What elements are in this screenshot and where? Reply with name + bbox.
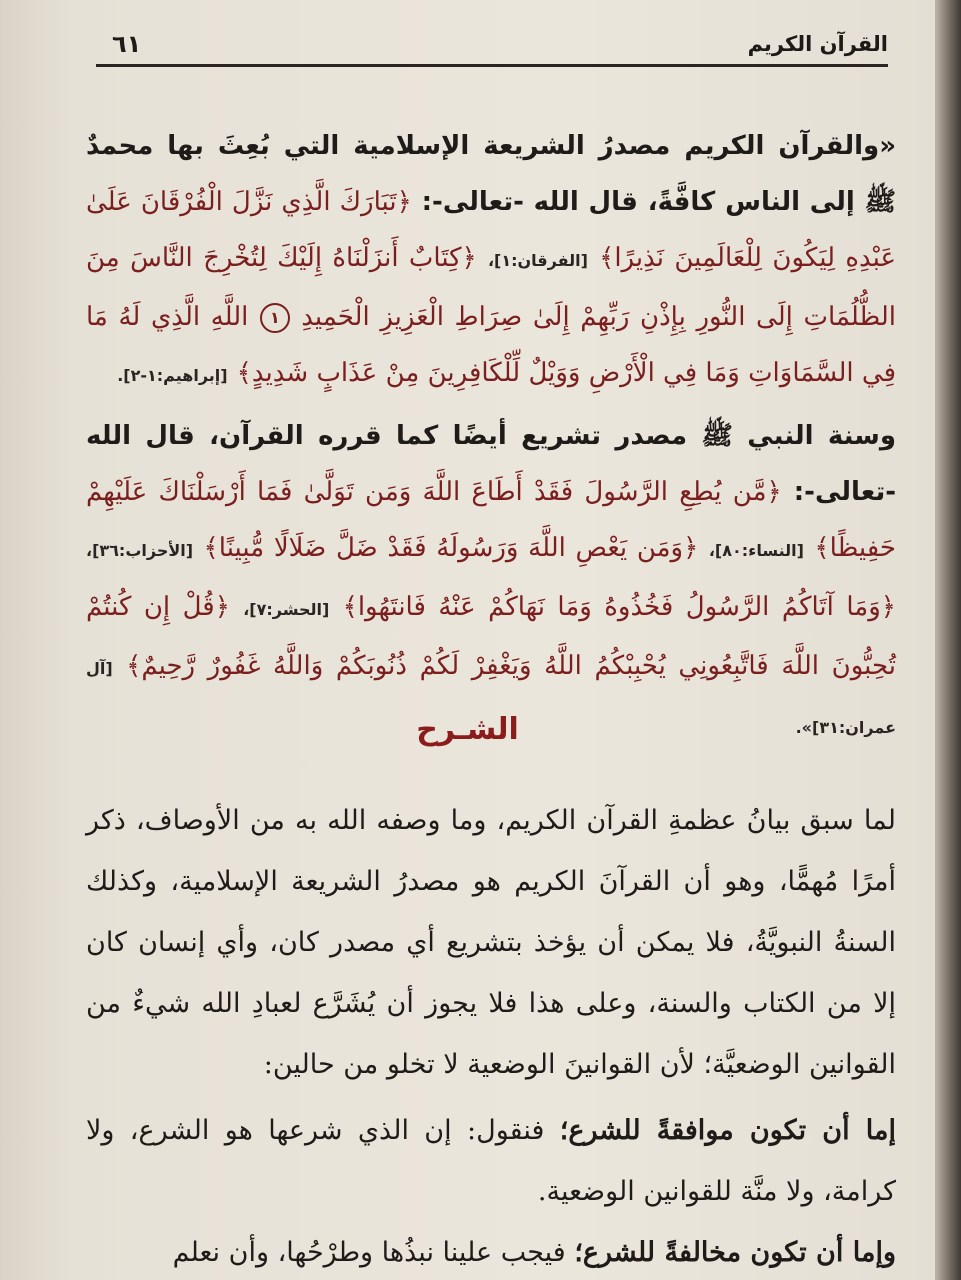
paragraph-intro: وسنة النبي ﷺ مصدر تشريع أيضًا كما قرره القرآن، قال الله -تعالى-: [86, 421, 896, 507]
paragraph-intro: «والقرآن الكريم مصدرُ الشريعة الإسلامية التي بُعِثَ بها محمدٌ ﷺ إلى الناس كافَّةً، قال الله -تعالى-: [86, 131, 896, 217]
book-spine-edge [935, 0, 961, 1280]
verse-reference: [إبراهيم:١-٢]. [117, 366, 228, 385]
verse-reference: [الحشر:٧]، [243, 600, 330, 619]
quran-verse: ﴿مَّن يُطِعِ الرَّسُولَ فَقَدْ أَطَاعَ اللَّهَ وَمَن تَوَلَّىٰ فَمَا أَرْسَلْنَاكَ عَلَيْهِمْ حَفِيظًا﴾ [86, 477, 896, 563]
verse-number-marker: ١ [260, 303, 290, 333]
quran-verse: اللَّهِ الَّذِي لَهُ مَا فِي السَّمَاوَاتِ وَمَا فِي الْأَرْضِ وَوَيْلٌ لِّلْكَافِرِينَ مِنْ عَذَابٍ شَدِيدٍ﴾ [86, 302, 896, 388]
section-heading: الشـرح [416, 712, 519, 747]
case-heading: وإما أن تكون مخالفةً للشرع؛ [574, 1237, 896, 1268]
quran-verse: ﴿قُلْ إِن كُنتُمْ تُحِبُّونَ اللَّهَ فَاتَّبِعُونِي يُحْبِبْكُمُ اللَّهُ وَيَغْفِرْ لَكُمْ ذُنُوبَكُمْ وَاللَّهُ غَفُورٌ رَّحِيمٌ﴾ [86, 592, 896, 681]
page-number: ٦١ [112, 30, 142, 58]
case-text: فيجب علينا نبذُها وطرْحُها، وأن نعلم [172, 1237, 566, 1268]
verse-reference: [الفرقان:١]، [487, 251, 588, 270]
page-header [96, 30, 888, 67]
quran-verse: ﴿تَبَارَكَ الَّذِي نَزَّلَ الْفُرْقَانَ عَلَىٰ عَبْدِهِ لِيَكُونَ لِلْعَالَمِينَ نَذِيرًا﴾ [86, 187, 896, 273]
quran-verse: ﴿كِتَابٌ أَنزَلْنَاهُ إِلَيْكَ لِتُخْرِجَ النَّاسَ مِنَ الظُّلُمَاتِ إِلَى النُّورِ بِإِذْنِ رَبِّهِمْ إِلَىٰ صِرَاطِ الْعَزِيزِ الْحَمِيدِ [86, 243, 896, 332]
explanation-paragraph-2 [86, 1100, 896, 1222]
verse-reference: [آل عمران:٣١]». [86, 659, 896, 737]
quoted-paragraph-1 [86, 118, 896, 404]
quoted-paragraph-2 [86, 408, 896, 756]
explanation-paragraph-3 [86, 1222, 896, 1280]
quran-verse: ﴿وَمَن يَعْصِ اللَّهَ وَرَسُولَهُ فَقَدْ ضَلَّ ضَلَالًا مُّبِينًا﴾ [203, 533, 699, 563]
case-text: فنقول: إن الذي شرعها هو الشرع، ولا كرامة، ولا منَّة للقوانين الوضعية. [86, 1115, 896, 1207]
verse-reference: [النساء:٨٠]، [708, 541, 804, 560]
quran-verse: ﴿وَمَا آتَاكُمُ الرَّسُولُ فَخُذُوهُ وَمَا نَهَاكُمْ عَنْهُ فَانتَهُوا﴾ [342, 592, 896, 622]
verse-reference: [الأحزاب:٣٦]، [86, 541, 194, 560]
explanation-paragraph-1: لما سبق بيانُ عظمةِ القرآن الكريم، وما وصفه الله به من الأوصاف، ذكر أمرًا مُهمًّا، وهو أن القرآنَ الكريم هو مصدرُ الشريعة الإسلامية، وكذلك السنةُ النبويَّةُ، فلا يمكن أن يؤخذ بتشريع أي مصدر كان، وأي إنسان كان إلا من الكتاب والسنة، وعلى هذا فلا يجوز أن يُشَرَّع لعبادِ الله شيءٌ من القوانين الوضعيَّة؛ لأن القوانينَ الوضعية لا تخلو من حالين: [86, 805, 896, 1080]
case-heading: إما أن تكون موافقةً للشرع؛ [559, 1115, 896, 1146]
running-title: القرآن الكريم [747, 32, 888, 56]
